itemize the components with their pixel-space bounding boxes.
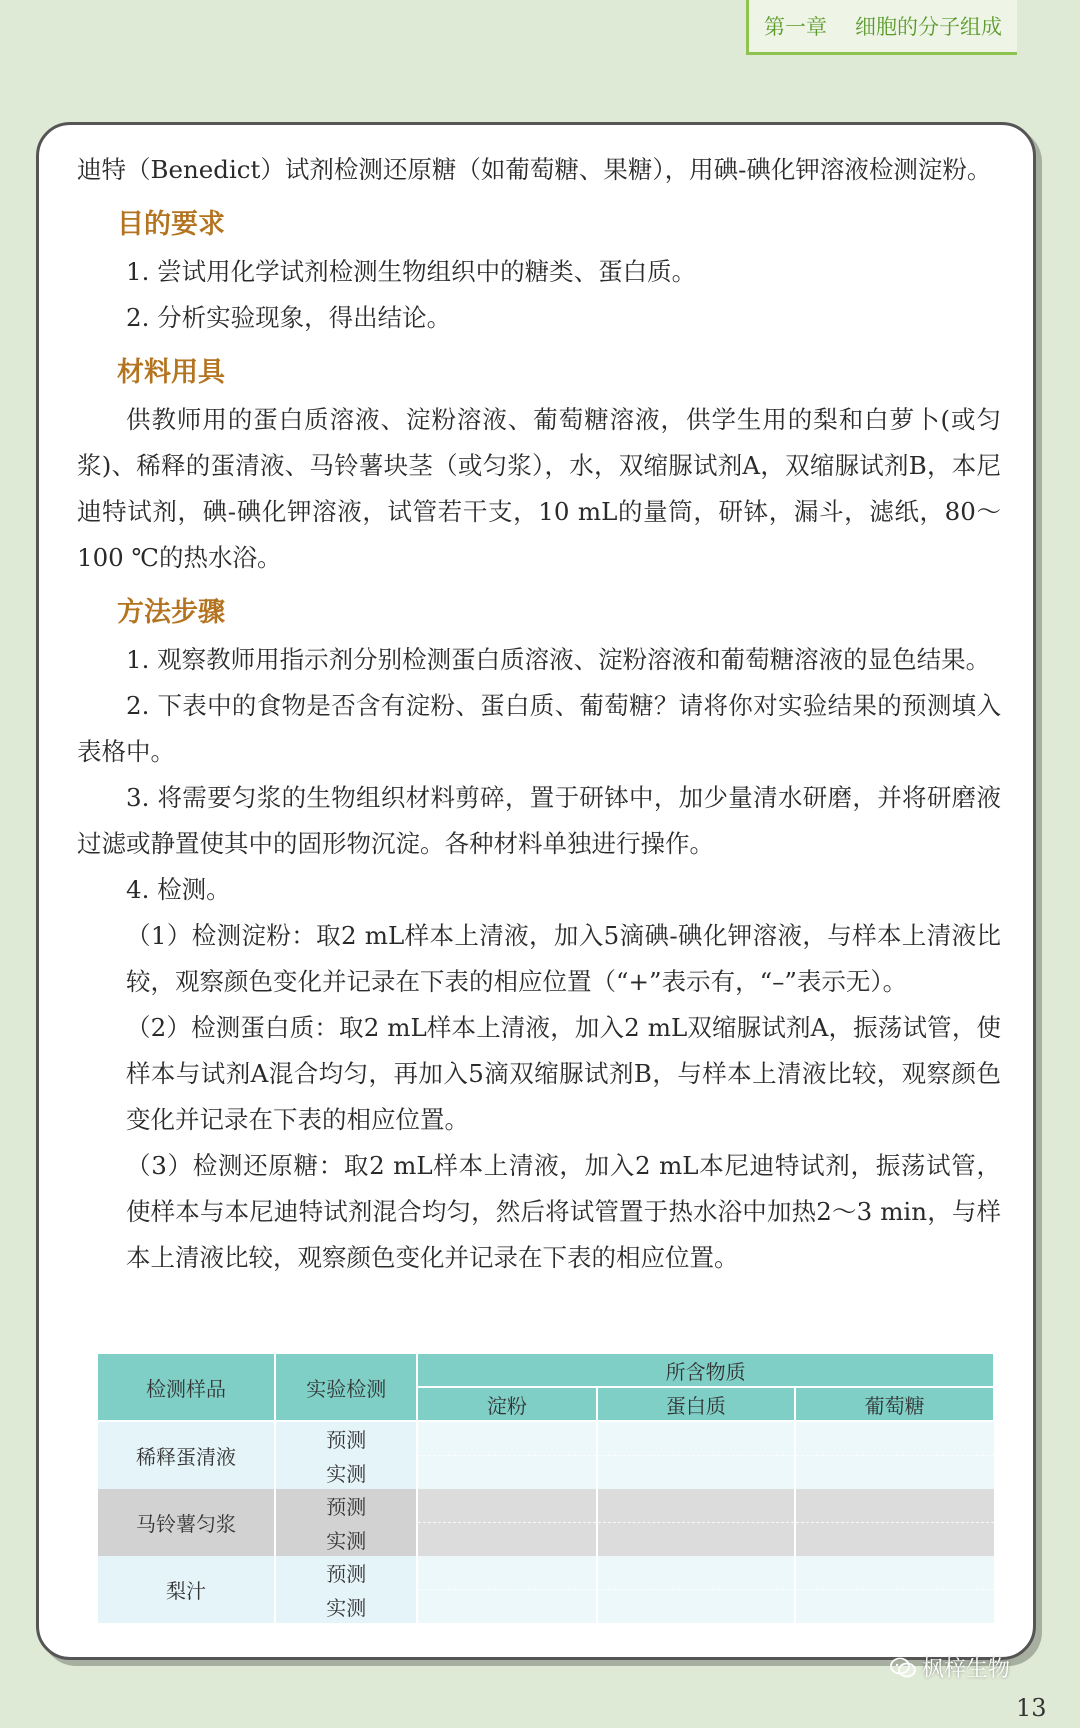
materials-paragraph: 供教师用的蛋白质溶液、淀粉溶液、葡萄糖溶液，供学生用的梨和白萝卜(或匀浆)、稀释的蛋清液、马铃薯块茎（或匀浆），水，双缩脲试剂A，双缩脲试剂B，本尼迪特试剂，碘-碘化钾溶液，试管若干支，10 mL的量筒，研钵，漏斗，滤纸，80～100 ℃的热水浴。 (77, 405, 1001, 572)
method-substep-3: （3）检测还原糖：取2 mL样本上清液，加入2 mL本尼迪特试剂，振荡试管，使样本与本尼迪特试剂混合均匀，然后将试管置于热水浴中加热2～3 min，与样本上清液比较，观察颜色变化并记录在下表的相应位置。 (126, 1151, 1001, 1272)
test-type: 预测 (275, 1421, 417, 1456)
starch-cell[interactable] (417, 1489, 596, 1523)
chat-bubbles-icon (890, 1657, 916, 1679)
protein-cell[interactable] (597, 1556, 796, 1590)
content-card (36, 122, 1036, 1660)
page-number: 13 (1016, 1694, 1047, 1722)
chapter-number: 第一章 (764, 15, 827, 39)
sample-name: 马铃薯匀浆 (97, 1489, 275, 1556)
protein-cell[interactable] (597, 1456, 796, 1490)
test-type: 预测 (275, 1556, 417, 1590)
protein-cell[interactable] (597, 1590, 796, 1624)
glucose-cell[interactable] (795, 1523, 994, 1557)
watermark-text: 枫梓生物 (922, 1657, 1011, 1682)
glucose-cell[interactable] (795, 1489, 994, 1523)
glucose-cell[interactable] (795, 1421, 994, 1456)
test-type: 实测 (275, 1456, 417, 1490)
glucose-cell[interactable] (795, 1456, 994, 1490)
table-row (97, 1556, 994, 1590)
header-sample: 检测样品 (97, 1353, 275, 1421)
protein-cell[interactable] (597, 1421, 796, 1456)
header-test: 实验检测 (275, 1353, 417, 1421)
chapter-header (746, 0, 1017, 55)
chapter-title: 细胞的分子组成 (855, 15, 1002, 39)
glucose-cell[interactable] (795, 1590, 994, 1624)
starch-cell[interactable] (417, 1523, 596, 1557)
method-step-1: 1. 观察教师用指示剂分别检测蛋白质溶液、淀粉溶液和葡萄糖溶液的显色结果。 (126, 645, 991, 674)
page-body (77, 147, 1001, 1281)
table-row (97, 1421, 994, 1456)
methods-heading: 方法步骤 (117, 597, 225, 628)
materials-heading: 材料用具 (117, 357, 225, 388)
starch-cell[interactable] (417, 1456, 596, 1490)
protein-cell[interactable] (597, 1523, 796, 1557)
starch-cell[interactable] (417, 1556, 596, 1590)
goal-item: 2. 分析实验现象，得出结论。 (126, 303, 452, 332)
goals-heading: 目的要求 (117, 209, 225, 240)
goal-item: 1. 尝试用化学试剂检测生物组织中的糖类、蛋白质。 (126, 257, 697, 286)
test-type: 预测 (275, 1489, 417, 1523)
method-step-4: 4. 检测。 (126, 875, 231, 904)
test-type: 实测 (275, 1590, 417, 1624)
intro-paragraph: 迪特（Benedict）试剂检测还原糖（如葡萄糖、果糖），用碘-碘化钾溶液检测淀粉。 (77, 155, 992, 184)
starch-cell[interactable] (417, 1421, 596, 1456)
protein-cell[interactable] (597, 1489, 796, 1523)
method-substep-2: （2）检测蛋白质：取2 mL样本上清液，加入2 mL双缩脲试剂A，振荡试管，使样本与试剂A混合均匀，再加入5滴双缩脲试剂B，与样本上清液比较，观察颜色变化并记录在下表的相应位置。 (126, 1013, 1001, 1134)
method-step-2: 2. 下表中的食物是否含有淀粉、蛋白质、葡萄糖？请将你对实验结果的预测填入表格中。 (77, 691, 1001, 766)
sample-name: 梨汁 (97, 1556, 275, 1623)
header-glucose: 葡萄糖 (795, 1387, 994, 1421)
method-substep-1: （1）检测淀粉：取2 mL样本上清液，加入5滴碘-碘化钾溶液，与样本上清液比较，观察颜色变化并记录在下表的相应位置（“+”表示有，“–”表示无）。 (126, 921, 1001, 996)
method-step-3: 3. 将需要匀浆的生物组织材料剪碎，置于研钵中，加少量清水研磨，并将研磨液过滤或静置使其中的固形物沉淀。各种材料单独进行操作。 (77, 783, 1001, 858)
watermark (890, 1652, 1010, 1683)
results-table (96, 1352, 995, 1623)
header-contained: 所含物质 (417, 1353, 994, 1387)
header-starch: 淀粉 (417, 1387, 596, 1421)
starch-cell[interactable] (417, 1590, 596, 1624)
sample-name: 稀释蛋清液 (97, 1421, 275, 1489)
glucose-cell[interactable] (795, 1556, 994, 1590)
header-protein: 蛋白质 (597, 1387, 796, 1421)
table-row (97, 1489, 994, 1523)
test-type: 实测 (275, 1523, 417, 1557)
